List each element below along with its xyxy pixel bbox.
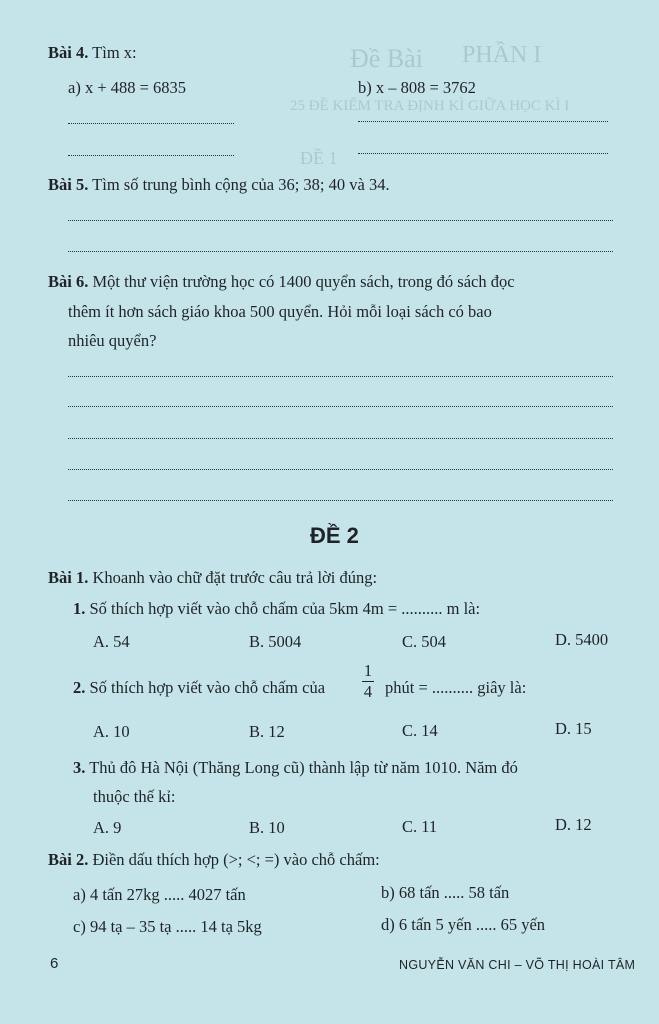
question-number: 2. [73, 678, 86, 697]
option-c[interactable]: C. 504 [402, 632, 447, 651]
show-through-text: ĐỀ 1 [300, 148, 338, 168]
question-text-continued: phút = .......... giây là: [385, 678, 527, 697]
exercise-label: Bài 1. [48, 568, 89, 587]
question-text: Thủ đô Hà Nội (Thăng Long cũ) thành lập từ năm 1010. Năm đó [89, 758, 518, 777]
answer-line [68, 220, 613, 221]
answer-line [68, 438, 613, 439]
exercise-4-part-a: a) x + 488 = 6835 [68, 78, 187, 97]
exercise-4-part-b: b) x – 808 = 3762 [358, 78, 476, 97]
exercise-4-heading [48, 43, 137, 63]
option-d[interactable]: D. 5400 [555, 630, 609, 649]
option-c[interactable]: C. 11 [402, 817, 438, 836]
test2-exercise-2-heading [48, 850, 380, 870]
exercise-label: Bài 4. [48, 43, 89, 62]
comparison-b: b) 68 tấn ..... 58 tấn [381, 883, 510, 902]
exercise-text: Khoanh vào chữ đặt trước câu trả lời đúng: [92, 568, 378, 587]
exercise-text: Một thư viện trường học có 1400 quyển sách, trong đó sách đọc [92, 272, 515, 291]
question-number: 1. [73, 599, 86, 618]
fraction-numerator: 1 [363, 661, 373, 680]
option-a[interactable]: A. 10 [93, 722, 130, 741]
exercise-5 [48, 175, 390, 195]
question-number: 3. [73, 758, 86, 777]
option-d[interactable]: D. 15 [555, 719, 592, 738]
exercise-6-line-1 [48, 272, 515, 292]
comparison-c: c) 94 tạ – 35 tạ ..... 14 tạ 5kg [73, 917, 262, 936]
answer-line [358, 153, 608, 154]
option-d[interactable]: D. 12 [555, 815, 592, 834]
exercise-6-line-2: thêm ít hơn sách giáo khoa 500 quyển. Hỏi mỗi loại sách có bao [68, 302, 492, 321]
question-2 [73, 678, 325, 698]
exercise-label: Bài 2. [48, 850, 89, 869]
comparison-d: d) 6 tấn 5 yến ..... 65 yến [381, 915, 546, 934]
answer-line [68, 123, 234, 124]
fraction-denominator: 4 [363, 682, 373, 701]
exercise-prompt: Tìm x: [92, 43, 137, 62]
option-a[interactable]: A. 9 [93, 818, 122, 837]
question-text: Số thích hợp viết vào chỗ chấm của [89, 678, 326, 697]
answer-line [68, 251, 613, 252]
question-3-line-2: thuộc thế kỉ: [93, 787, 176, 806]
answer-line [68, 155, 234, 156]
answer-line [68, 500, 613, 501]
answer-line [68, 469, 613, 470]
exercise-label: Bài 5. [48, 175, 89, 194]
fraction [359, 662, 377, 701]
show-through-text: 25 ĐỀ KIỂM TRA ĐỊNH KÌ GIỮA HỌC KÌ I [290, 98, 570, 114]
question-text: Số thích hợp viết vào chỗ chấm của 5km 4m = .......... m là: [89, 599, 481, 618]
page-number: 6 [50, 955, 59, 972]
exercise-label: Bài 6. [48, 272, 89, 291]
exercise-text: Tìm số trung bình cộng của 36; 38; 40 và 34. [92, 175, 390, 194]
answer-line [68, 406, 613, 407]
section-title: ĐỀ 2 [310, 523, 359, 548]
exercise-6-line-3: nhiêu quyển? [68, 331, 157, 350]
option-b[interactable]: B. 12 [249, 722, 285, 741]
question-3-line-1 [73, 758, 518, 778]
show-through-text: Đề Bài [350, 44, 423, 73]
author-credit: NGUYỄN VĂN CHI – VÕ THỊ HOÀI TÂM [399, 958, 636, 972]
comparison-a: a) 4 tấn 27kg ..... 4027 tấn [73, 885, 246, 904]
answer-line [68, 376, 613, 377]
test2-exercise-1-heading [48, 568, 377, 588]
exercise-text: Điền dấu thích hợp (>; <; =) vào chỗ chấm: [92, 850, 380, 869]
option-b[interactable]: B. 5004 [249, 632, 302, 651]
answer-line [358, 121, 608, 122]
option-c[interactable]: C. 14 [402, 721, 438, 740]
option-b[interactable]: B. 10 [249, 818, 285, 837]
question-1 [73, 599, 480, 619]
option-a[interactable]: A. 54 [93, 632, 130, 651]
show-through-text: PHẦN I [462, 42, 542, 68]
